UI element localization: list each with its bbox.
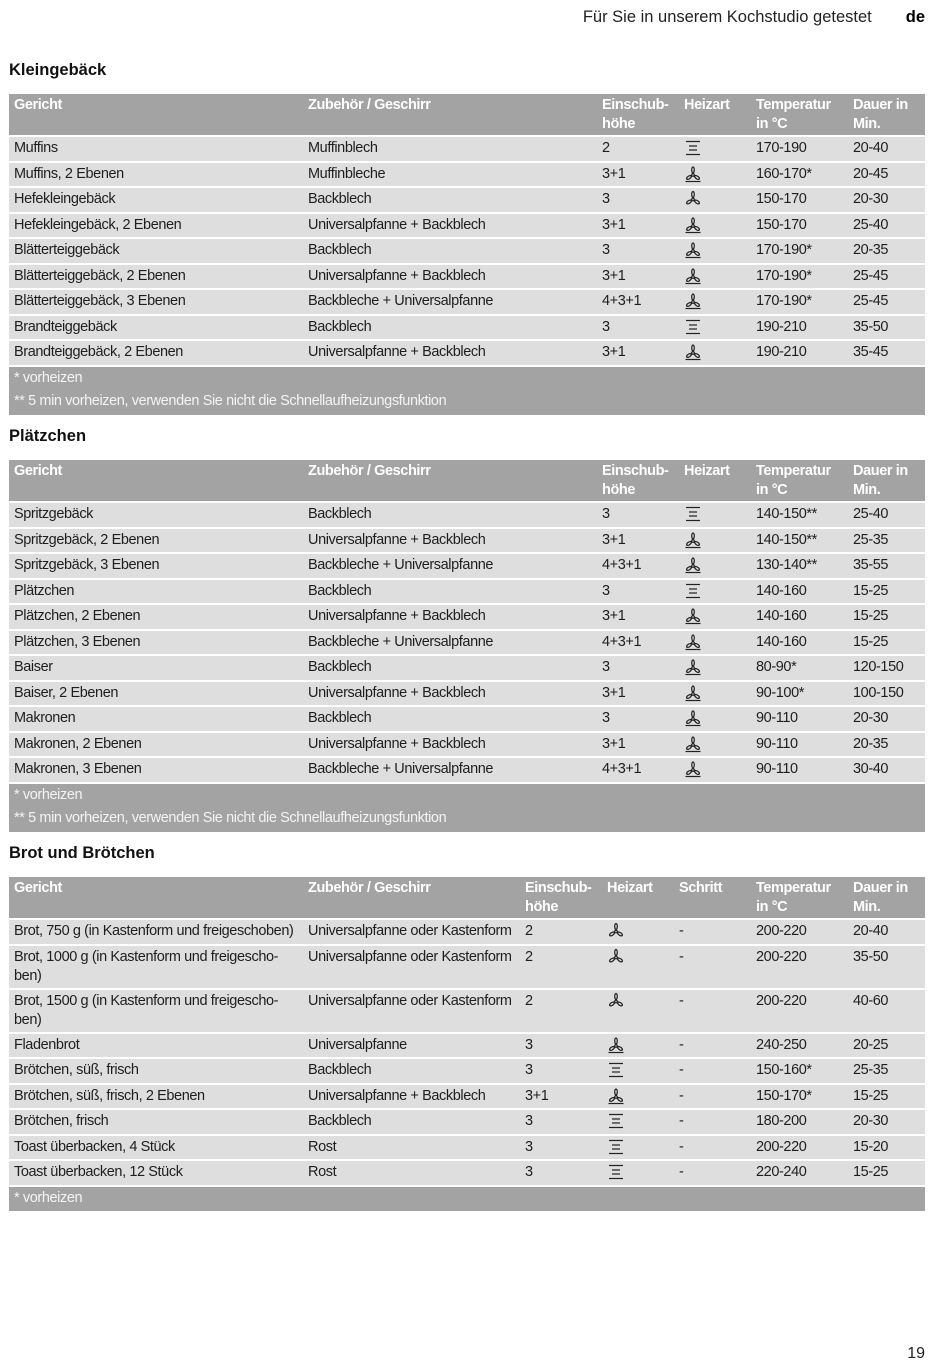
table-cell: 20-30 [848, 1109, 925, 1135]
table-cell: Universalpfanne + Backblech [303, 213, 597, 239]
section-title-kleingebaeck: Kleingebäck [9, 61, 107, 79]
table-cell: - [674, 1135, 751, 1161]
top-bottom-heat-icon [607, 1112, 627, 1130]
table-cell: Backblech [303, 315, 597, 341]
top-bottom-heat-icon [684, 582, 704, 600]
dish-cell: Hefekleingebäck [9, 187, 303, 213]
table-cell: Muffinbleche [303, 162, 597, 188]
table-cell: 25-35 [848, 1058, 925, 1084]
table-row [9, 706, 925, 732]
table-cell: 170-190* [751, 264, 848, 290]
top-bottom-heat-icon [607, 1138, 627, 1156]
table-row [9, 528, 925, 554]
footnote: * vorheizen [14, 369, 83, 386]
table-cell: Backblech [303, 187, 597, 213]
table-cell: 15-25 [848, 630, 925, 656]
fan-eco-icon [607, 992, 627, 1010]
table-cell: - [674, 1160, 751, 1186]
table-cell: Universalpfanne + Backblech [303, 1084, 520, 1110]
heating-mode-cell [602, 919, 674, 945]
table-cell: 200-220 [751, 1135, 848, 1161]
dish-cell: Spritzgebäck, 3 Ebenen [9, 553, 303, 579]
table-cell: 2 [520, 919, 602, 945]
table-cell: 15-25 [848, 604, 925, 630]
table-cell: 200-220 [751, 989, 848, 1033]
table-row [9, 604, 925, 630]
notes-row [9, 366, 925, 415]
section-title-brot-und-broetchen: Brot und Brötchen [9, 844, 155, 862]
footnotes [9, 1186, 925, 1212]
table-cell: Rost [303, 1160, 520, 1186]
dish-cell: Fladenbrot [9, 1033, 303, 1059]
table-cell: 3 [597, 502, 679, 528]
plaetzchen-table [9, 460, 925, 832]
table-cell: 3+1 [520, 1084, 602, 1110]
dish-cell: Brötchen, süß, frisch [9, 1058, 303, 1084]
table-cell: 3 [520, 1058, 602, 1084]
table-cell: 3 [597, 655, 679, 681]
fan-heat-icon [684, 267, 704, 285]
table-cell: 2 [520, 989, 602, 1033]
column-header: Temperatur in °C [751, 877, 848, 919]
table-cell: Universalpfanne oder Kastenform [303, 919, 520, 945]
table-cell: 25-35 [848, 528, 925, 554]
dish-cell: Baiser, 2 Ebenen [9, 681, 303, 707]
table-cell: 140-150** [751, 502, 848, 528]
dish-cell: Makronen [9, 706, 303, 732]
heating-mode-cell [602, 1058, 674, 1084]
heating-mode-cell [679, 340, 751, 366]
table-cell: 2 [520, 945, 602, 989]
heating-mode-cell [602, 989, 674, 1033]
fan-heat-icon [684, 531, 704, 549]
dish-cell: Blätterteiggebäck, 2 Ebenen [9, 264, 303, 290]
heating-mode-cell [602, 945, 674, 989]
table-cell: - [674, 1058, 751, 1084]
column-header: Dauer in Min. [848, 460, 925, 502]
heating-mode-cell [602, 1135, 674, 1161]
table-cell: Backbleche + Universalpfanne [303, 553, 597, 579]
table-cell: 3 [520, 1033, 602, 1059]
table-cell: Universalpfanne + Backblech [303, 264, 597, 290]
table-cell: 35-45 [848, 340, 925, 366]
dish-cell: Plätzchen [9, 579, 303, 605]
table-cell: 100-150 [848, 681, 925, 707]
table-row [9, 289, 925, 315]
table-cell: 90-110 [751, 732, 848, 758]
table-cell: - [674, 1033, 751, 1059]
language-tag: de [905, 8, 925, 26]
table-row [9, 187, 925, 213]
heating-mode-cell [602, 1084, 674, 1110]
top-bottom-heat-icon [684, 318, 704, 336]
heating-mode-cell [679, 579, 751, 605]
column-header: Dauer in Min. [848, 877, 925, 919]
dish-cell: Plätzchen, 3 Ebenen [9, 630, 303, 656]
table-cell: Backblech [303, 238, 597, 264]
dish-cell: Brötchen, frisch [9, 1109, 303, 1135]
table-cell: 15-25 [848, 1160, 925, 1186]
fan-heat-icon [684, 165, 704, 183]
top-bottom-heat-icon [684, 505, 704, 523]
table-cell: 120-150 [848, 655, 925, 681]
table-cell: - [674, 1109, 751, 1135]
table-cell: - [674, 919, 751, 945]
column-header: Einschub- höhe [520, 877, 602, 919]
fan-heat-icon [684, 216, 704, 234]
table-cell: 35-55 [848, 553, 925, 579]
table-cell: Universalpfanne + Backblech [303, 732, 597, 758]
table-row [9, 502, 925, 528]
fan-heat-icon [684, 633, 704, 651]
top-bottom-heat-icon [684, 139, 704, 157]
heating-mode-cell [679, 553, 751, 579]
table-cell: 20-35 [848, 732, 925, 758]
table-cell: 150-170* [751, 1084, 848, 1110]
table-row [9, 919, 925, 945]
table-cell: 140-160 [751, 630, 848, 656]
heating-mode-cell [679, 502, 751, 528]
heating-mode-cell [679, 238, 751, 264]
table-cell: Universalpfanne + Backblech [303, 604, 597, 630]
table-cell: Universalpfanne + Backblech [303, 528, 597, 554]
fan-heat-icon [684, 241, 704, 259]
table-cell: Universalpfanne oder Kastenform [303, 945, 520, 989]
heating-mode-cell [679, 187, 751, 213]
dish-cell: Brandteiggebäck [9, 315, 303, 341]
column-header: Gericht [9, 94, 303, 136]
table-cell: Backblech [303, 579, 597, 605]
column-header: Zubehör / Geschirr [303, 94, 597, 136]
heating-mode-cell [679, 757, 751, 783]
kleingebaeck-table [9, 94, 925, 415]
dish-cell: Brötchen, süß, frisch, 2 Ebenen [9, 1084, 303, 1110]
table-cell: Backbleche + Universalpfanne [303, 757, 597, 783]
table-cell: 3+1 [597, 732, 679, 758]
dish-cell: Toast überbacken, 4 Stück [9, 1135, 303, 1161]
table-cell: Universalpfanne oder Kastenform [303, 989, 520, 1033]
table-cell: 3 [597, 579, 679, 605]
table-cell: Rost [303, 1135, 520, 1161]
dish-cell: Brandteiggebäck, 2 Ebenen [9, 340, 303, 366]
column-header: Zubehör / Geschirr [303, 877, 520, 919]
heating-mode-cell [602, 1033, 674, 1059]
table-row [9, 732, 925, 758]
heating-mode-cell [602, 1160, 674, 1186]
fan-heat-icon [684, 735, 704, 753]
top-bottom-heat-icon [607, 1163, 627, 1181]
table-cell: 3 [597, 706, 679, 732]
table-cell: 20-35 [848, 238, 925, 264]
fan-heat-icon [684, 292, 704, 310]
dish-cell: Brot, 750 g (in Kastenform und freigeschoben) [9, 919, 303, 945]
dish-cell: Plätzchen, 2 Ebenen [9, 604, 303, 630]
table-row [9, 1058, 925, 1084]
table-cell: 15-25 [848, 579, 925, 605]
table-row [9, 340, 925, 366]
table-cell: 130-140** [751, 553, 848, 579]
table-cell: Universalpfanne + Backblech [303, 340, 597, 366]
fan-eco-icon [684, 190, 704, 208]
table-cell: Backblech [303, 655, 597, 681]
table-cell: 2 [597, 136, 679, 162]
table-cell: 20-30 [848, 187, 925, 213]
heating-mode-cell [679, 213, 751, 239]
table-cell: 190-210 [751, 340, 848, 366]
table-cell: 140-160 [751, 604, 848, 630]
table-cell: 3 [520, 1135, 602, 1161]
table-row [9, 315, 925, 341]
table-cell: 150-170 [751, 187, 848, 213]
footnote: * vorheizen [14, 1189, 83, 1206]
table-row [9, 1135, 925, 1161]
table-cell: 30-40 [848, 757, 925, 783]
column-header: Dauer in Min. [848, 94, 925, 136]
table-cell: 35-50 [848, 315, 925, 341]
table-row [9, 553, 925, 579]
table-cell: 3 [597, 187, 679, 213]
dish-cell: Spritzgebäck, 2 Ebenen [9, 528, 303, 554]
heating-mode-cell [602, 1109, 674, 1135]
table-cell: 3+1 [597, 213, 679, 239]
table-row [9, 989, 925, 1033]
dish-cell: Blätterteiggebäck [9, 238, 303, 264]
table-cell: Backblech [303, 502, 597, 528]
table-cell: - [674, 1084, 751, 1110]
fan-eco-icon [607, 922, 627, 940]
column-header: Gericht [9, 460, 303, 502]
table-row [9, 1160, 925, 1186]
dish-cell: Makronen, 3 Ebenen [9, 757, 303, 783]
fan-heat-icon [607, 1036, 627, 1054]
table-cell: 200-220 [751, 919, 848, 945]
table-cell: Muffinblech [303, 136, 597, 162]
dish-cell: Toast überbacken, 12 Stück [9, 1160, 303, 1186]
table-row [9, 1084, 925, 1110]
fan-heat-icon [684, 760, 704, 778]
table-row [9, 162, 925, 188]
heating-mode-cell [679, 655, 751, 681]
table-cell: 3+1 [597, 604, 679, 630]
table-cell: 20-40 [848, 919, 925, 945]
table-row [9, 655, 925, 681]
column-header: Zubehör / Geschirr [303, 460, 597, 502]
table-cell: 200-220 [751, 945, 848, 989]
dish-cell: Spritzgebäck [9, 502, 303, 528]
table-cell: 4+3+1 [597, 553, 679, 579]
table-cell: 15-25 [848, 1084, 925, 1110]
heating-mode-cell [679, 732, 751, 758]
table-cell: 80-90* [751, 655, 848, 681]
table-cell: 20-25 [848, 1033, 925, 1059]
table-cell: 150-170 [751, 213, 848, 239]
table-cell: 3 [520, 1160, 602, 1186]
column-header: Heizart [679, 94, 751, 136]
fan-heat-icon [684, 343, 704, 361]
heating-mode-cell [679, 706, 751, 732]
table-cell: 150-160* [751, 1058, 848, 1084]
table-cell: Backblech [303, 706, 597, 732]
table-row [9, 681, 925, 707]
table-cell: 20-30 [848, 706, 925, 732]
top-bottom-heat-icon [607, 1061, 627, 1079]
footnote: ** 5 min vorheizen, verwenden Sie nicht die Schnellaufheizungsfunktion [14, 393, 447, 409]
table-header-row [9, 877, 925, 919]
table-cell: 25-45 [848, 289, 925, 315]
table-row [9, 945, 925, 989]
table-cell: 3+1 [597, 162, 679, 188]
dish-cell: Muffins [9, 136, 303, 162]
heating-mode-cell [679, 289, 751, 315]
heating-mode-cell [679, 315, 751, 341]
dish-cell: Baiser [9, 655, 303, 681]
table-cell: 160-170* [751, 162, 848, 188]
table-cell: Backbleche + Universalpfanne [303, 630, 597, 656]
table-cell: - [674, 945, 751, 989]
table-cell: 4+3+1 [597, 630, 679, 656]
table-cell: 170-190* [751, 238, 848, 264]
table-cell: 3+1 [597, 528, 679, 554]
column-header: Temperatur in °C [751, 460, 848, 502]
table-cell: 3+1 [597, 340, 679, 366]
page-number: 19 [907, 1345, 925, 1362]
table-cell: 20-40 [848, 136, 925, 162]
footnote: ** 5 min vorheizen, verwenden Sie nicht die Schnellaufheizungsfunktion [14, 810, 447, 826]
table-cell: Backbleche + Universalpfanne [303, 289, 597, 315]
table-cell: - [674, 989, 751, 1033]
table-cell: 180-200 [751, 1109, 848, 1135]
fan-heat-icon [684, 607, 704, 625]
heating-mode-cell [679, 264, 751, 290]
table-cell: Universalpfanne [303, 1033, 520, 1059]
table-cell: 90-110 [751, 706, 848, 732]
column-header: Heizart [602, 877, 674, 919]
table-cell: 3+1 [597, 681, 679, 707]
table-cell: 140-150** [751, 528, 848, 554]
fan-eco-icon [607, 948, 627, 966]
table-cell: 35-50 [848, 945, 925, 989]
column-header: Gericht [9, 877, 303, 919]
section-title-plaetzchen: Plätzchen [9, 427, 87, 445]
notes-row [9, 1186, 925, 1212]
column-header: Einschub- höhe [597, 94, 679, 136]
fan-heat-icon [684, 556, 704, 574]
table-row [9, 213, 925, 239]
table-row [9, 238, 925, 264]
table-row [9, 1033, 925, 1059]
page-header [583, 8, 925, 27]
table-row [9, 579, 925, 605]
table-cell: 15-20 [848, 1135, 925, 1161]
table-cell: 170-190 [751, 136, 848, 162]
table-header-row [9, 460, 925, 502]
table-cell: 3+1 [597, 264, 679, 290]
table-cell: 240-250 [751, 1033, 848, 1059]
column-header: Schritt [674, 877, 751, 919]
table-cell: 4+3+1 [597, 757, 679, 783]
fan-heat-icon [684, 658, 704, 676]
heating-mode-cell [679, 604, 751, 630]
table-cell: Universalpfanne + Backblech [303, 681, 597, 707]
table-row [9, 136, 925, 162]
footnote: * vorheizen [14, 786, 83, 803]
table-row [9, 1109, 925, 1135]
table-row [9, 757, 925, 783]
table-cell: 3 [520, 1109, 602, 1135]
table-cell: 3 [597, 238, 679, 264]
heating-mode-cell [679, 136, 751, 162]
dish-cell: Makronen, 2 Ebenen [9, 732, 303, 758]
dish-cell: Brot, 1000 g (in Kastenform und freigescho-ben) [9, 945, 303, 989]
dish-cell: Blätterteiggebäck, 3 Ebenen [9, 289, 303, 315]
table-cell: Backblech [303, 1109, 520, 1135]
table-row [9, 630, 925, 656]
fan-heat-icon [607, 1087, 627, 1105]
dish-cell: Brot, 1500 g (in Kastenform und freigescho-ben) [9, 989, 303, 1033]
notes-row [9, 783, 925, 832]
footnotes [9, 783, 925, 832]
table-row [9, 264, 925, 290]
column-header: Einschub- höhe [597, 460, 679, 502]
table-cell: 90-100* [751, 681, 848, 707]
heating-mode-cell [679, 630, 751, 656]
table-cell: 4+3+1 [597, 289, 679, 315]
dish-cell: Hefekleingebäck, 2 Ebenen [9, 213, 303, 239]
table-cell: 190-210 [751, 315, 848, 341]
table-cell: 90-110 [751, 757, 848, 783]
footnotes [9, 366, 925, 415]
column-header: Heizart [679, 460, 751, 502]
heating-mode-cell [679, 681, 751, 707]
table-cell: 20-45 [848, 162, 925, 188]
heating-mode-cell [679, 528, 751, 554]
fan-heat-icon [684, 684, 704, 702]
brot-table [9, 877, 925, 1211]
column-header: Temperatur in °C [751, 94, 848, 136]
table-cell: 25-40 [848, 502, 925, 528]
heating-mode-cell [679, 162, 751, 188]
table-cell: 25-45 [848, 264, 925, 290]
table-cell: 220-240 [751, 1160, 848, 1186]
dish-cell: Muffins, 2 Ebenen [9, 162, 303, 188]
table-cell: 140-160 [751, 579, 848, 605]
fan-heat-icon [684, 709, 704, 727]
header-title: Für Sie in unserem Kochstudio getestet [582, 8, 872, 26]
table-cell: 25-40 [848, 213, 925, 239]
table-cell: 170-190* [751, 289, 848, 315]
table-cell: Backblech [303, 1058, 520, 1084]
table-header-row [9, 94, 925, 136]
table-cell: 40-60 [848, 989, 925, 1033]
table-cell: 3 [597, 315, 679, 341]
